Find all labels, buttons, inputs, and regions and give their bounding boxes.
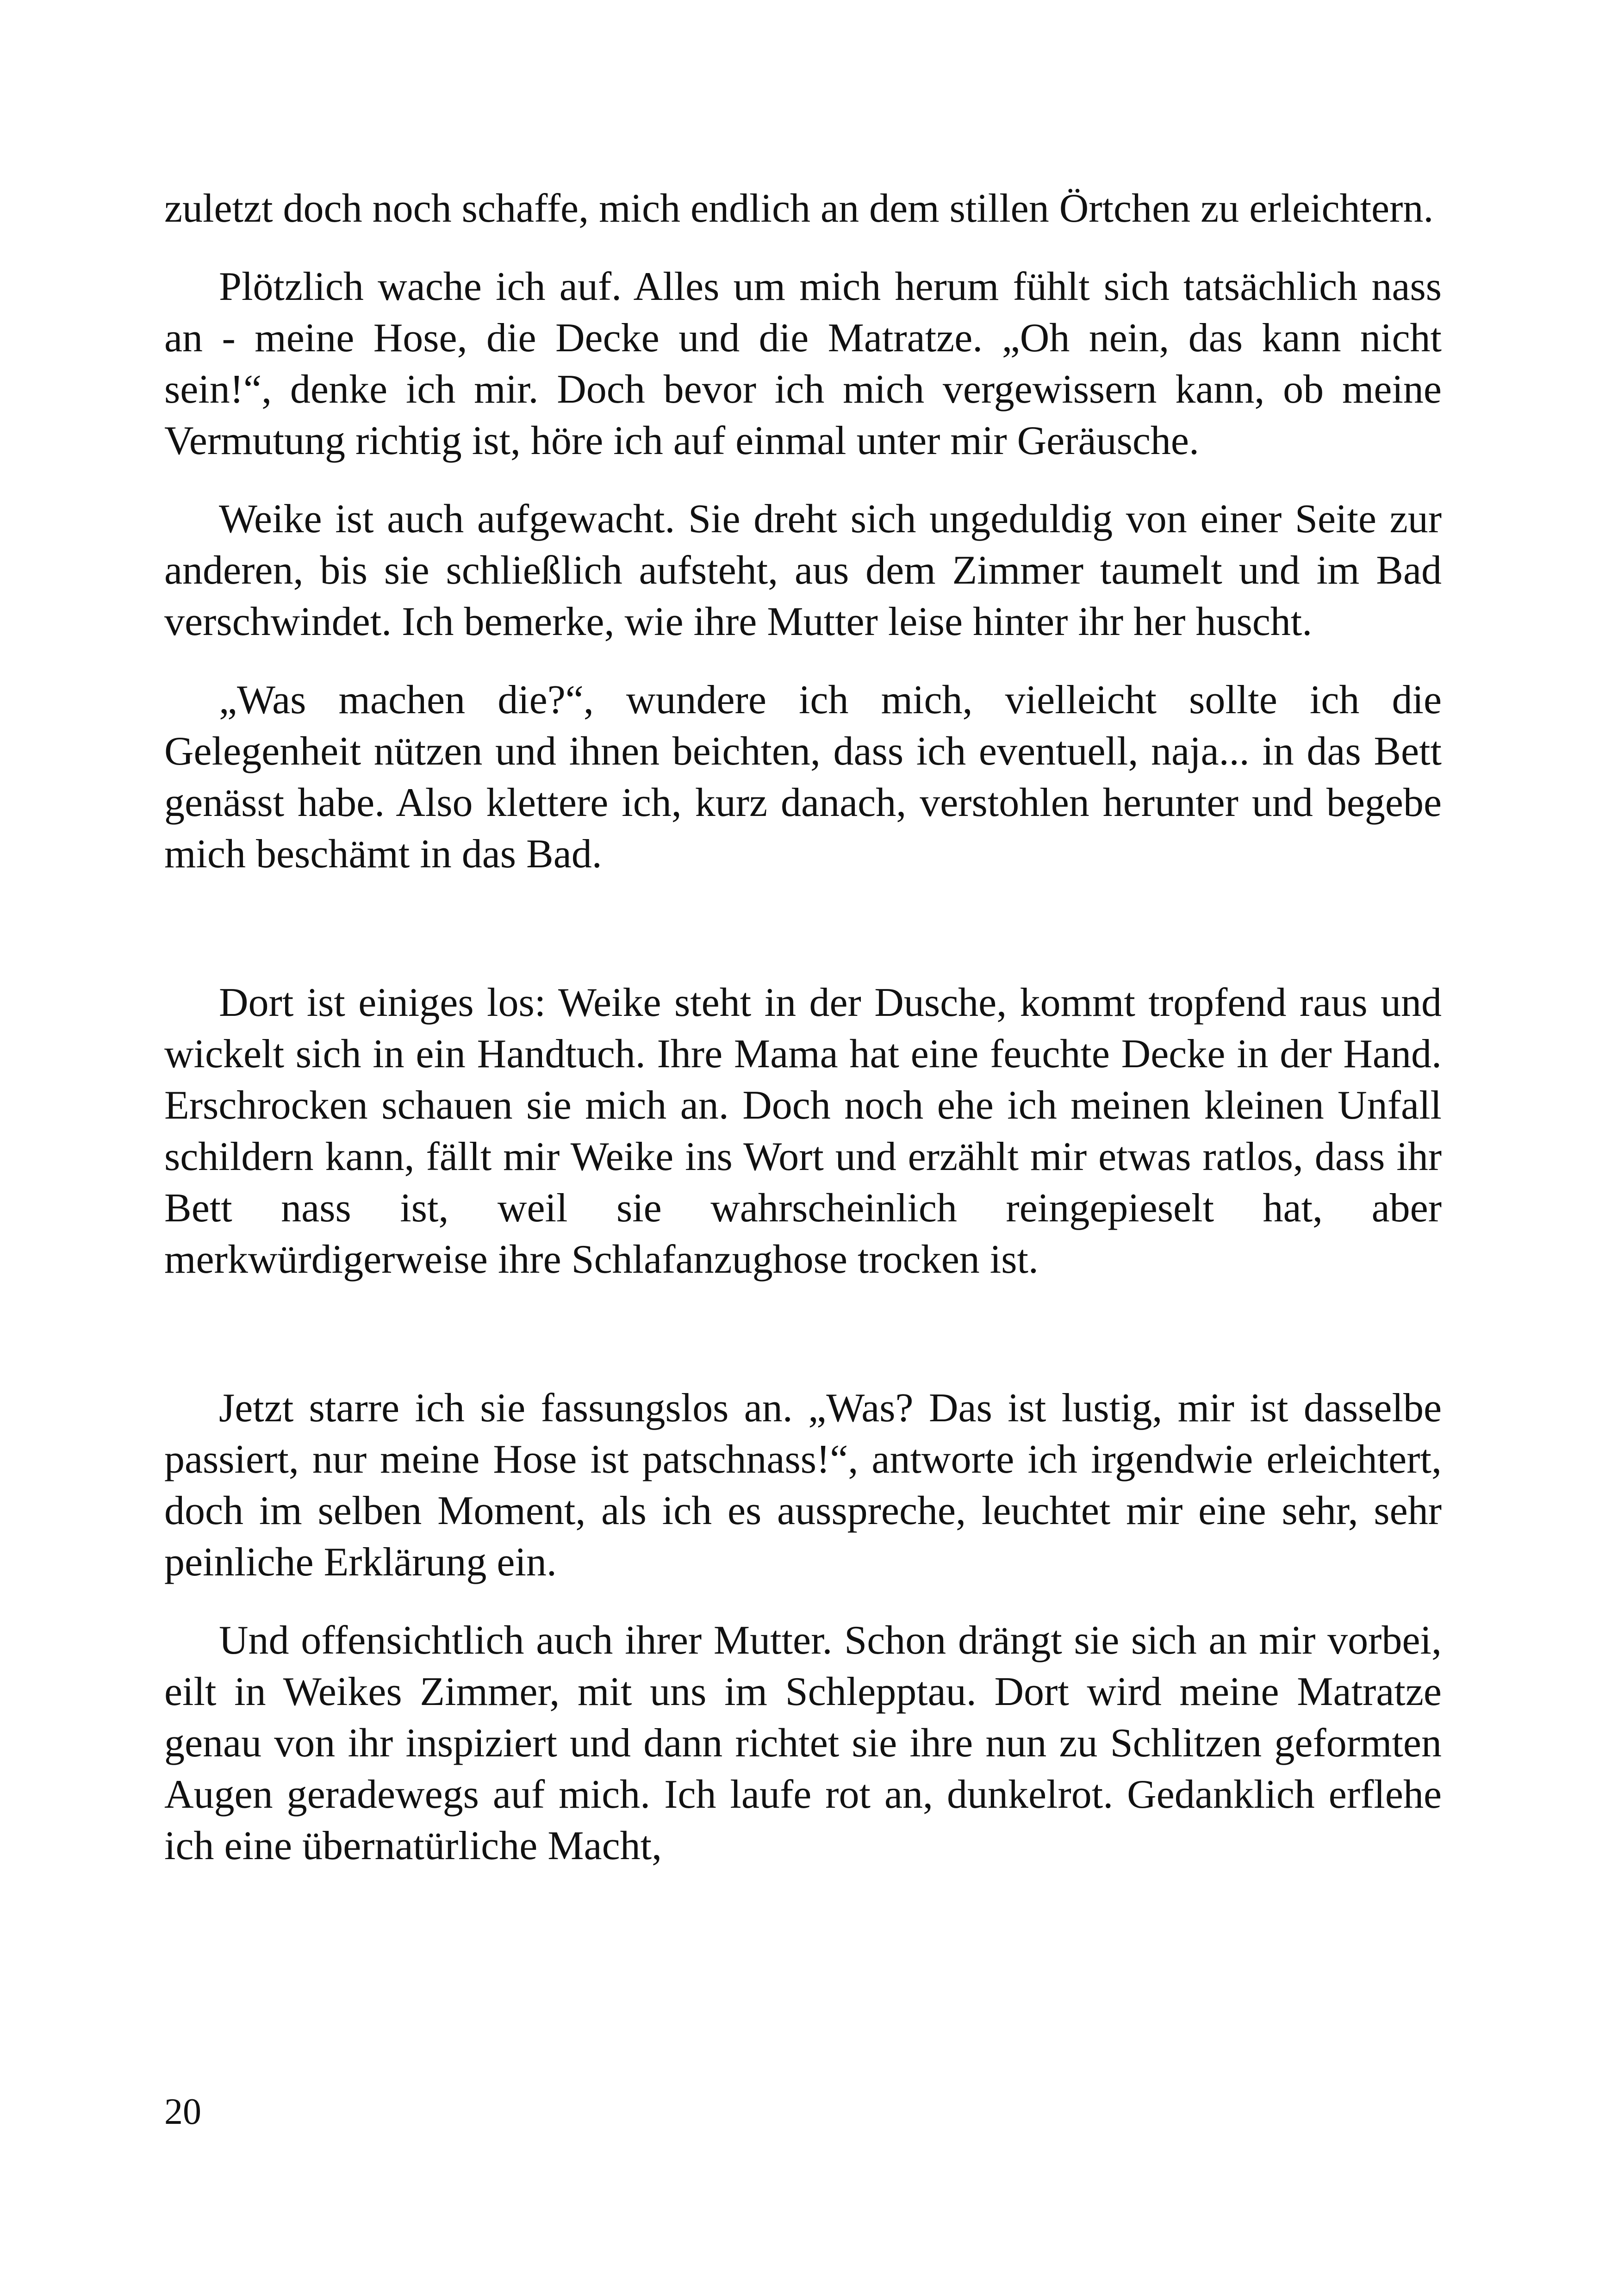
paragraph-4: „Was machen die?“, wundere ich mich, vielleicht sollte ich die Gelegenheit nützen und ihnen beichten, dass ich eventuell, naja... in das Bett genässt habe. Also klettere ich, kurz danach, verstohlen herunter und begebe mich beschämt in das Bad. xyxy=(164,678,1442,877)
paragraph-2: Plötzlich wache ich auf. Alles um mich herum fühlt sich tatsächlich nass an - meine Hose, die Decke und die Matratze. „Oh nein, das kann nicht sein!“, denke ich mir. Doch bevor ich mich vergewissern kann, ob meine Vermutung richtig ist, höre ich auf einmal unter mir Geräusche. xyxy=(164,264,1442,463)
paragraph-5: Dort ist einiges los: Weike steht in der Dusche, kommt tropfend raus und wickelt sich in ein Handtuch. Ihre Mama hat eine feuchte Decke in der Hand. Erschrocken schauen sie mich an. Doch noch ehe ich meinen kleinen Unfall schildern kann, fällt mir Weike ins Wort und erzählt mir etwas ratlos, dass ihr Bett nass ist, weil sie wahrscheinlich reingepieselt hat, aber merkwürdigerweise ihre Schlafanzughose trocken ist. xyxy=(164,980,1442,1282)
paragraph-1: zuletzt doch noch schaffe, mich endlich an dem stillen Örtchen zu erleichtern. xyxy=(164,186,1434,231)
page-number: 20 xyxy=(164,2091,201,2132)
paragraph-3: Weike ist auch aufgewacht. Sie dreht sich ungeduldig von einer Seite zur anderen, bis sie schließlich aufsteht, aus dem Zimmer taumelt und im Bad verschwindet. Ich bemerke, wie ihre Mutter leise hinter ihr her huscht. xyxy=(164,497,1442,644)
body-text xyxy=(164,183,1442,1898)
paragraph-7: Und offensichtlich auch ihrer Mutter. Schon drängt sie sich an mir vorbei, eilt in Weikes Zimmer, mit uns im Schlepptau. Dort wird meine Matratze genau von ihr inspiziert und dann richtet sie ihre nun zu Schlitzen geformten Augen geradewegs auf mich. Ich laufe rot an, dunkelrot. Gedanklich erflehe ich eine übernatürliche Macht, xyxy=(164,1618,1442,1868)
paragraph-6: Jetzt starre ich sie fassungslos an. „Was? Das ist lustig, mir ist dasselbe passiert, nur meine Hose ist patschnass!“, antworte ich irgendwie erleichtert, doch im selben Moment, als ich es ausspreche, leuchtet mir eine sehr, sehr peinliche Erklärung ein. xyxy=(164,1386,1442,1585)
